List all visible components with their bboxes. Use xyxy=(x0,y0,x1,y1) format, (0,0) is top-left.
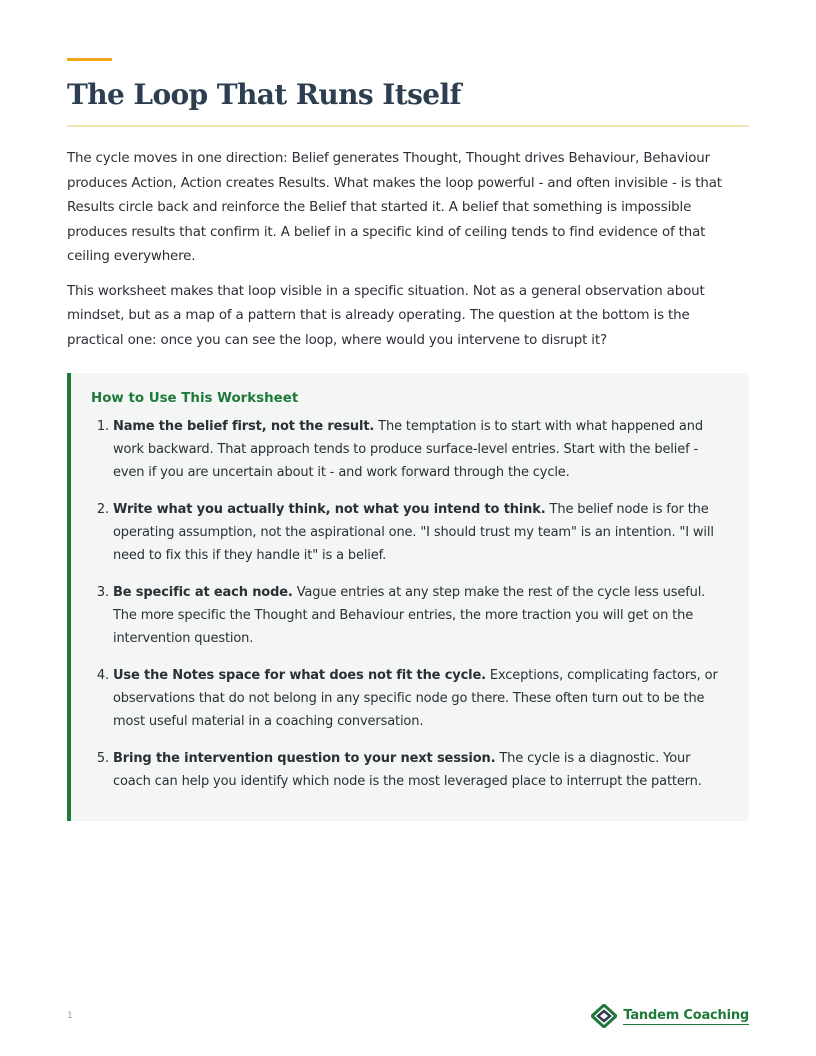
step-text: The cycle is a diagnostic. Your coach can help you identify which node is the most leveraged place to interrupt the pattern. xyxy=(113,751,702,789)
step-lead: Be specific at each node. xyxy=(113,585,293,600)
step-item xyxy=(113,664,727,733)
how-to-callout xyxy=(67,373,749,821)
title-accent-bar xyxy=(67,58,112,61)
brand-name: Tandem Coaching xyxy=(623,1007,749,1023)
step-lead: Bring the intervention question to your next session. xyxy=(113,751,496,766)
step-item xyxy=(113,415,727,484)
step-item xyxy=(113,498,727,567)
step-lead: Use the Notes space for what does not fit the cycle. xyxy=(113,668,486,683)
brand-footer xyxy=(591,1004,749,1028)
document-page xyxy=(67,58,749,821)
how-to-title: How to Use This Worksheet xyxy=(91,391,299,406)
page-title: The Loop That Runs Itself xyxy=(67,78,461,111)
page-number: 1 xyxy=(67,1011,73,1021)
step-text: Exceptions, complicating factors, or observations that do not belong in any specific node go there. These often turn out to be the most useful material in a coaching conversation. xyxy=(113,668,718,729)
step-lead: Name the belief first, not the result. xyxy=(113,419,375,434)
step-lead: Write what you actually think, not what you intend to think. xyxy=(113,502,546,517)
step-text: The temptation is to start with what happened and work backward. That approach tends to produce surface-level entries. Start with the belief - even if you are uncertain about it - and work forward through the cycle. xyxy=(113,419,703,480)
title-divider xyxy=(67,125,749,127)
step-text: The belief node is for the operating assumption, not the aspirational one. "I should trust my team" is an intention. "I will need to fix this if they handle it" is a belief. xyxy=(113,502,714,563)
intro-paragraph-2: This worksheet makes that loop visible in a specific situation. Not as a general observation about mindset, but as a map of a pattern that is already operating. The question at the bottom is the practical one: once you can see the loop, where would you intervene to disrupt it? xyxy=(67,283,705,348)
how-to-steps xyxy=(91,415,727,793)
diamond-logo-icon xyxy=(591,1004,617,1028)
step-item xyxy=(113,581,727,650)
intro-paragraph-1: The cycle moves in one direction: Belief generates Thought, Thought drives Behaviour, Behaviour produces Action, Action creates Results. What makes the loop powerful - and often invisible - is that Results circle back and reinforce the Belief that started it. A belief that something is impossible produces results that confirm it. A belief in a specific kind of ceiling tends to find evidence of that ceiling everywhere. xyxy=(67,151,722,264)
step-text: Vague entries at any step make the rest of the cycle less useful. The more specific the Thought and Behaviour entries, the more traction you will get on the intervention question. xyxy=(113,585,706,646)
step-item xyxy=(113,747,727,793)
